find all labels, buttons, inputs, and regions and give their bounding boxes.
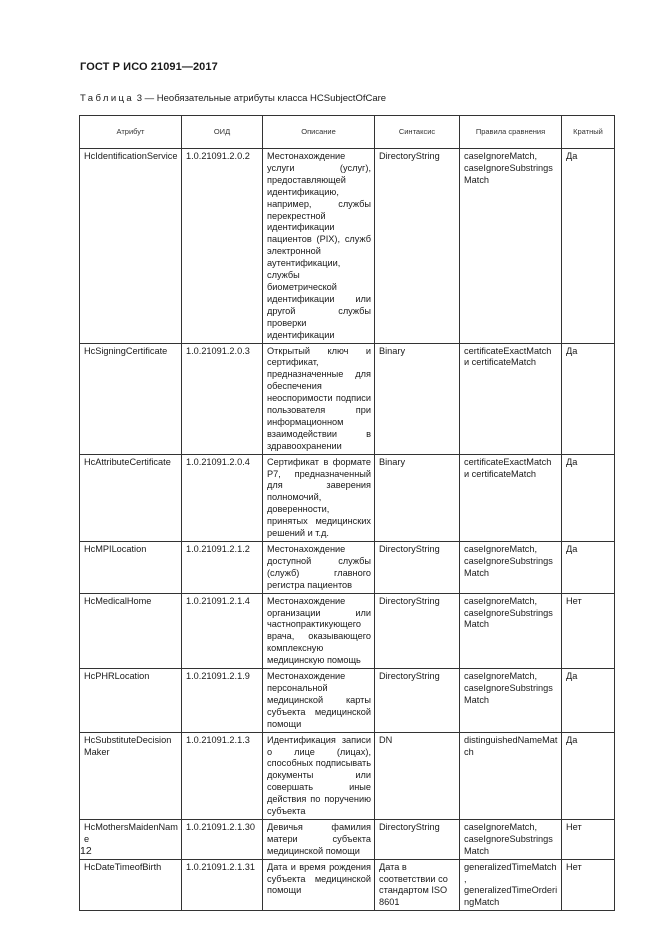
cell-attribute: HcPHRLocation [80, 669, 182, 733]
column-header-syntax: Синтаксис [375, 116, 460, 149]
cell-matching-rule: certificateExactMatch и certificateMatch [460, 343, 562, 454]
cell-attribute: HcIdentificationService [80, 149, 182, 344]
cell-matching-rule: caseIgnoreMatch, caseIgnoreSubstringsMatch [460, 669, 562, 733]
cell-syntax: DirectoryString [375, 593, 460, 668]
column-header-multiple: Кратный [562, 116, 615, 149]
cell-oid: 1.0.21091.2.1.31 [182, 859, 263, 911]
table-caption-word: Таблица [80, 93, 135, 104]
table-row [80, 859, 615, 911]
cell-matching-rule: caseIgnoreMatch, caseIgnoreSubstringsMatch [460, 149, 562, 344]
column-header-description: Описание [263, 116, 375, 149]
table-row [80, 454, 615, 541]
attributes-table [79, 115, 615, 911]
cell-matching-rule: distinguishedNameMatch [460, 732, 562, 819]
cell-description: Девичья фамилия матери субъекта медицинской помощи [263, 819, 375, 859]
cell-multiple: Нет [562, 593, 615, 668]
cell-description: Местонахождение организации или частнопрактикующего врача, оказывающего комплексную медицинскую помощь [263, 593, 375, 668]
table-header-row [80, 116, 615, 149]
cell-oid: 1.0.21091.2.0.4 [182, 454, 263, 541]
cell-attribute: HcDateTimeofBirth [80, 859, 182, 911]
cell-syntax: DirectoryString [375, 819, 460, 859]
column-header-attribute: Атрибут [80, 116, 182, 149]
cell-description: Идентификация записи о лице (лицах), способных подписывать документы или совершать иные действия по поручению субъекта [263, 732, 375, 819]
column-header-matching-rules: Правила сравнения [460, 116, 562, 149]
cell-multiple: Да [562, 454, 615, 541]
cell-multiple: Да [562, 542, 615, 594]
cell-attribute: HcMothersMaidenName [80, 819, 182, 859]
cell-multiple: Нет [562, 859, 615, 911]
table-row [80, 542, 615, 594]
cell-matching-rule: generalizedTimeMatch, generalizedTimeOrderingMatch [460, 859, 562, 911]
cell-syntax: Дата в соответствии со стандартом ISO 8601 [375, 859, 460, 911]
cell-oid: 1.0.21091.2.0.3 [182, 343, 263, 454]
cell-syntax: DirectoryString [375, 149, 460, 344]
cell-oid: 1.0.21091.2.1.4 [182, 593, 263, 668]
cell-description: Местонахождение персональной медицинской карты субъекта медицинской помощи [263, 669, 375, 733]
cell-description: Сертификат в формате P7, предназначенный для заверения полномочий, доверенности, принятых медицинских решений и т.д. [263, 454, 375, 541]
table-caption-text: 3 — Необязательные атрибуты класса HCSubjectOfCare [134, 93, 387, 104]
cell-attribute: HcAttributeCertificate [80, 454, 182, 541]
cell-matching-rule: certificateExactMatch и certificateMatch [460, 454, 562, 541]
cell-oid: 1.0.21091.2.1.30 [182, 819, 263, 859]
cell-description: Местонахождение доступной службы (служб) главного регистра пациентов [263, 542, 375, 594]
document-header: ГОСТ Р ИСО 21091—2017 [80, 61, 218, 73]
cell-oid: 1.0.21091.2.1.2 [182, 542, 263, 594]
column-header-oid: ОИД [182, 116, 263, 149]
cell-multiple: Да [562, 149, 615, 344]
cell-description: Открытый ключ и сертификат, предназначенные для обеспечения неоспоримости подписи пользователя при информационном взаимодействии в здравоохранении [263, 343, 375, 454]
table-row [80, 819, 615, 859]
cell-syntax: Binary [375, 343, 460, 454]
cell-oid: 1.0.21091.2.1.3 [182, 732, 263, 819]
table-row [80, 343, 615, 454]
cell-attribute: HcMedicalHome [80, 593, 182, 668]
cell-multiple: Нет [562, 819, 615, 859]
table-row [80, 669, 615, 733]
cell-multiple: Да [562, 343, 615, 454]
cell-syntax: Binary [375, 454, 460, 541]
cell-matching-rule: caseIgnoreMatch, caseIgnoreSubstringsMatch [460, 819, 562, 859]
cell-matching-rule: caseIgnoreMatch, caseIgnoreSubstringsMatch [460, 542, 562, 594]
cell-syntax: DirectoryString [375, 542, 460, 594]
cell-description: Местонахождение услуги (услуг), предоставляющей идентификацию, например, службы перекрестной идентификации пациентов (PIX), служб электронной аутентификации, службы биометрической идентификации или другой службы проверки идентификации [263, 149, 375, 344]
cell-multiple: Да [562, 732, 615, 819]
cell-attribute: HcSubstituteDecisionMaker [80, 732, 182, 819]
table-row [80, 593, 615, 668]
page-number: 12 [80, 845, 92, 857]
cell-matching-rule: caseIgnoreMatch, caseIgnoreSubstringsMatch [460, 593, 562, 668]
cell-description: Дата и время рождения субъекта медицинской помощи [263, 859, 375, 911]
table-row [80, 732, 615, 819]
cell-attribute: HcSigningCertificate [80, 343, 182, 454]
table-row [80, 149, 615, 344]
cell-oid: 1.0.21091.2.0.2 [182, 149, 263, 344]
cell-syntax: DirectoryString [375, 669, 460, 733]
cell-oid: 1.0.21091.2.1.9 [182, 669, 263, 733]
cell-syntax: DN [375, 732, 460, 819]
table-caption [80, 93, 386, 104]
cell-attribute: HcMPILocation [80, 542, 182, 594]
cell-multiple: Да [562, 669, 615, 733]
